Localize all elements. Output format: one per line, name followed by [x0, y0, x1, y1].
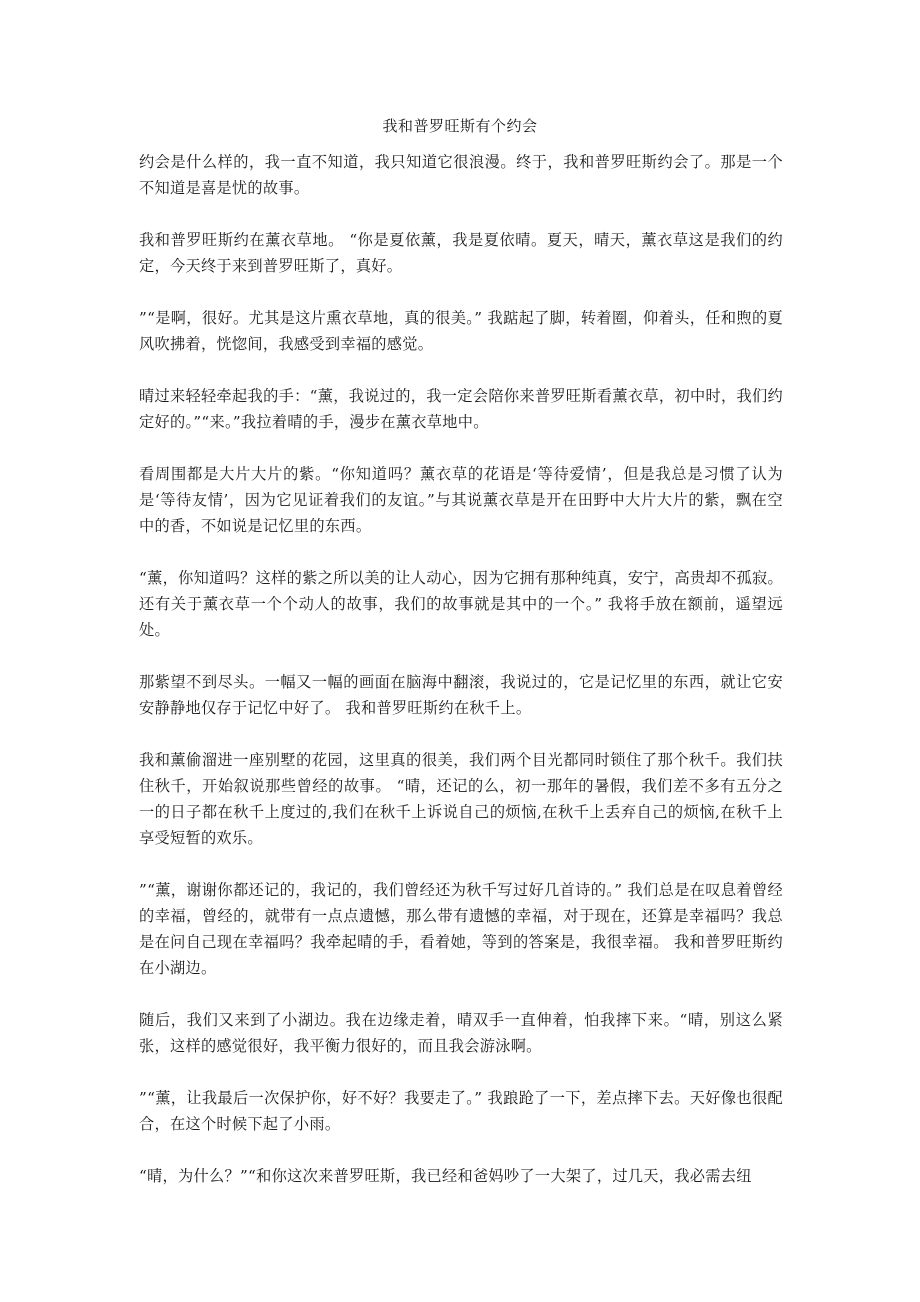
paragraph: 晴过来轻轻牵起我的手：“薰，我说过的，我一定会陪你来普罗旺斯看薰衣草，初中时，我们约定好的。”“来。”我拉着晴的手，漫步在薰衣草地中。 [139, 387, 783, 431]
paragraph: “薰，你知道吗？这样的紫之所以美的让人动心，因为它拥有那种纯真，安宁，高贵却不孤寂。还有关于薰衣草一个个动人的故事，我们的故事就是其中的一个。” 我将手放在额前，遥望远处。 [139, 569, 783, 639]
document-title: 我和普罗旺斯有个约会 [382, 117, 538, 135]
paragraph: 我和普罗旺斯约在薰衣草地。 “你是夏依薰，我是夏依晴。夏天，晴天，薰衣草这是我们的约定，今天终于来到普罗旺斯了，真好。 [139, 231, 783, 275]
paragraph: 看周围都是大片大片的紫。“你知道吗？薰衣草的花语是‘等待爱情’，但是我总是习惯了认为是‘等待友情’，因为它见证着我们的友谊。”与其说薰衣草是开在田野中大片大片的紫，飘在空中的香，不如说是记忆里的东西。 [139, 465, 783, 535]
paragraph: 随后，我们又来到了小湖边。我在边缘走着，晴双手一直伸着，怕我摔下来。“晴，别这么紧张，这样的感觉很好，我平衡力很好的，而且我会游泳啊。 [139, 1011, 783, 1055]
paragraph: ”“薰，谢谢你都还记的，我记的，我们曾经还为秋千写过好几首诗的。” 我们总是在叹息着曾经的幸福，曾经的，就带有一点点遗憾，那么带有遗憾的幸福，对于现在，还算是幸福吗？我总是在问自己现在幸福吗？我牵起晴的手，看着她，等到的答案是，我很幸福。 我和普罗旺斯约在小湖边。 [139, 881, 783, 977]
paragraph: ”“是啊，很好。尤其是这片熏衣草地，真的很美。” 我踮起了脚，转着圈，仰着头，任和煦的夏风吹拂着，恍惚间，我感受到幸福的感觉。 [139, 309, 783, 353]
document-body [139, 149, 783, 1215]
paragraph: 我和薰偷溜进一座别墅的花园，这里真的很美，我们两个目光都同时锁住了那个秋千。我们扶住秋千，开始叙说那些曾经的故事。 “晴，还记的么，初一那年的暑假，我们差不多有五分之一的日子都在秋千上度过的,我们在秋千上诉说自己的烦恼,在秋千上丢弃自己的烦恼,在秋千上享受短暂的欢乐。 [139, 751, 783, 847]
paragraph: ”“薰，让我最后一次保护你，好不好？我要走了。” 我踉跄了一下，差点摔下去。天好像也很配合，在这个时候下起了小雨。 [139, 1089, 783, 1133]
paragraph: “晴，为什么？”“和你这次来普罗旺斯，我已经和爸妈吵了一大架了，过几天，我必需去纽 [139, 1167, 752, 1185]
paragraph: 那紫望不到尽头。一幅又一幅的画面在脑海中翻滚，我说过的，它是记忆里的东西，就让它安安静静地仅存于记忆中好了。 我和普罗旺斯约在秋千上。 [139, 673, 783, 717]
paragraph: 约会是什么样的，我一直不知道，我只知道它很浪漫。终于，我和普罗旺斯约会了。那是一个不知道是喜是忧的故事。 [139, 153, 783, 197]
